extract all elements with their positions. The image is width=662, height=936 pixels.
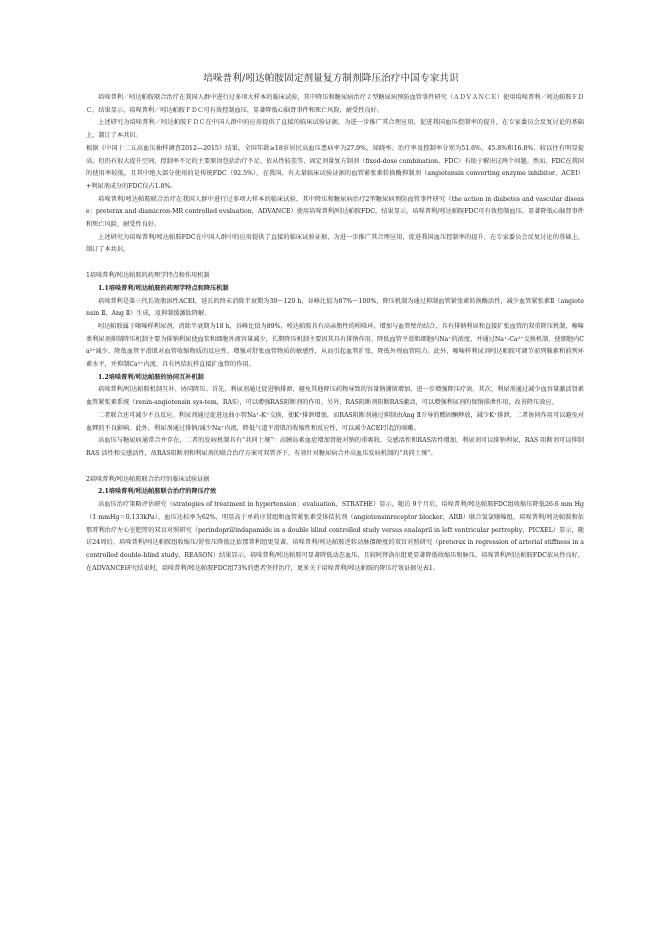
section-1-heading: 1培哚普利/吲达帕胺的药理学特点和作用机制 [86, 272, 210, 280]
body-paragraph: 培哚普利/吲达帕胺机制互补、协同降压。首先，利尿剂通过促进钠排泄，避免其他降压药物导致的容量钠潴留增加，进一步增强降压疗效。其次，利尿剂通过减少血容量激活肾素血管紧张素系统（renin-angiotensin sys-tem，RAS），可以增强RAS阻断剂的作用。另外，RAS阻断剂阻断RAS激活，可以增强利尿剂的保钠排泄作用，改善降压效应。 [86, 386, 584, 407]
body-paragraph: 二者联合还可减少不良反应。利尿剂通过促进远曲小管Na⁺-K⁺交换，使K⁺排泄增加，而RAS阻断剂通过抑制由Ang Ⅱ介导的醛固酮释放，减少K⁺排泄，二者协同作用可以避免对血钾的不良影响。此外，利尿剂通过排钠/减少Na⁺内流，降低气道平滑肌的收缩性和反应性，可以减少ACEI引起的咳嗽。 [86, 411, 584, 432]
body-paragraph: 培哚普利是第三代长效脂溶性ACEI，延长的终末消除半衰期为30～120 h，谷峰比值为87%～100%，降压机制为通过抑制血管紧张素转换酶活性，减少血管紧张素Ⅱ（angiotensin Ⅱ，Ang Ⅱ）生成，及抑制缓激肽降解。 [86, 297, 584, 318]
subsection-1-1-heading: 1.1培哚普利/吲达帕胺的药理学特点和降压机制 [98, 284, 229, 292]
document-body [86, 92, 584, 575]
abstract-paragraph: 根据《中国十二五高血压抽样调查2012—2015》结果，全国年龄≥18岁居民高血压患病率为27.9%，知晓率、治疗率及控制率分别为51.6%、45.8%和16.8%，较以往有明显提高，但仍有很大提升空间，控制率不足的主要原因包括治疗不足、依从性较差等，固定剂量复方制剂（fixed-dose combination，FDC）有助于解决这两个问题。然而，FDC在我国的使用率较低，且其中绝大部分使用的是传统FDC（92.5%）。在我国，有大量临床试验证据的血管紧张素转换酶抑制剂（angiotensin converting enzyme inhibitor，ACEI）+利尿剂成分的FDC仅占1.8%。 [86, 144, 584, 190]
abstract-paragraph: 培哚普利／吲达帕胺联合治疗在我国人群中进行过多项大样本的临床试验，其中降压和糖尿病治疗２型糖尿病预防血管事件研究（ＡＤＶＡＮＣＥ）使用培哚普利／吲达帕胺ＦＤＣ，结果显示，培哚普利／吲达帕胺ＦＤＣ可有效控制血压，显著降低心脑肾事件和死亡风险，耐受性良好。 [86, 94, 584, 114]
section-2-heading: 2培哚普利/吲达帕胺联合治疗的临床试验证据 [86, 475, 210, 483]
body-paragraph: 吲达帕胺属于噻嗪样利尿剂，消除半衰期为18 h，谷峰比值为89%，吲达帕胺具有高亲脂性的吲哚环，增加与血管壁的结合，具有排钠利尿和直接扩张血管的双重降压机制，噻嗪类利尿剂抑制降压机制主要为排钠利尿使血浆和细胞外液容量减少，长期降压机制主要因其具有排钠作用，降低血管平滑肌细胞内Na⁺的浓度，并通过Na⁺-Ca²⁺交换机制，使细胞内Ca²⁺减少，降低血管平滑肌对血管收缩物质的反应性，增强对舒张血管物质的敏感性，从而引起血管扩张，降低外周血管阻力。此外，噻嗪样利尿剂吲达帕胺可调节前列腺素和前列环素水平，并抑制Ca²⁺内流，具有钙拮抗样直接扩血管的作用。 [86, 322, 584, 369]
abstract-paragraph: 上述研究为培哚普利／吲达帕胺ＦＤＣ在中国人群中的应用提供了直接的临床试验证据，为进一步推广其合理应用，促进我国血压控制率的提升，在专家委员会反复讨论的基础上，制订了本共识。 [86, 119, 584, 140]
document-title: 培哚普利/吲达帕胺固定剂量复方制剂降压治疗中国专家共识 [203, 73, 459, 84]
subsection-2-1-heading: 2.1培哚普利/吲达帕胺联合治疗的降压疗效 [98, 488, 217, 496]
abstract-paragraph: 上述研究为培哚普利/吲达帕胺FDC在中国人群中的应用提供了直接的临床试验证据，为进一步推广其合理应用，促进我国血压控制率的提升，在专家委员会反复讨论的基础上，制订了本共识。 [86, 233, 584, 254]
body-paragraph: 高血压治疗策略评估研究（strategies of treatment in hypertension：evaluation，STRATHE）显示，随访 9个月后，培哚普利/吲达帕胺FDC组收缩压降低26.6 mm Hg（1 mmHg＝0.133kPa），血压达标率为62%，明显高于单药序贯组和血管紧张素受体拮抗剂（angiotensinreceptor blocker，ARB）联合氢氯噻嗪组。培哚普利/吲达帕胺和依那普利治疗左心室肥厚的双盲对照研究（perindopril/indapamide in a double blind controlled study versus enalapril in left ventricular pertrophy，PICXEL）显示，随访24周后，培哚普利/吲达帕胺组收缩压/舒张压降低比依那普利组更显著。培哚普利/吲达帕胺逆转动脉僵硬度的双盲对照研究（preterax in regression of arterial stiffness in a controlled double-blind study，REASON）结果显示，培哚普利/吲达帕胺可显著降低动态血压，且较阿替洛尔组更显著降低收缩压和脉压。培哚普利/吲达帕胺FDC依从性良好，在ADVANCE研究结束时，培哚普利/吲达帕胺FDC组73%的患者坚持治疗，更多关于培哚普利/吲达帕胺的降压疗效证据见表1。 [86, 501, 584, 572]
abstract-paragraph: 培哚普利/吲达帕胺联合治疗在我国人群中进行过多项大样本的临床试验，其中降压和糖尿病治疗2型糖尿病预防血管事件研究（the action in diabetes and vascular disease：preterax and diamicron-MR controlled evaluation，ADVANCE）使用培哚普利/吲达帕胺FDC，结果显示，培哚普利/吲达帕胺FDC可有效控制血压，显著降低心脑肾事件和死亡风险，耐受性良好。 [86, 195, 584, 229]
body-paragraph: 高血压与糖尿病通常合并存在，二者的发病机制具有“共同土壤”：高胰岛素血症增加肾脏对钠的重吸收，交感活性和RAS活性增加，利尿剂可以排钠利尿，RAS 阻断剂可以抑制 RAS 活性和交感活性，故RAS阻断剂和利尿剂的联合治疗方案可双管齐下，有效针对糖尿病合并高血压发病机制的“共同土壤”。 [86, 437, 584, 457]
subsection-1-2-heading: 1.2培哚普利/吲达帕胺的协同互补机制 [98, 373, 204, 381]
